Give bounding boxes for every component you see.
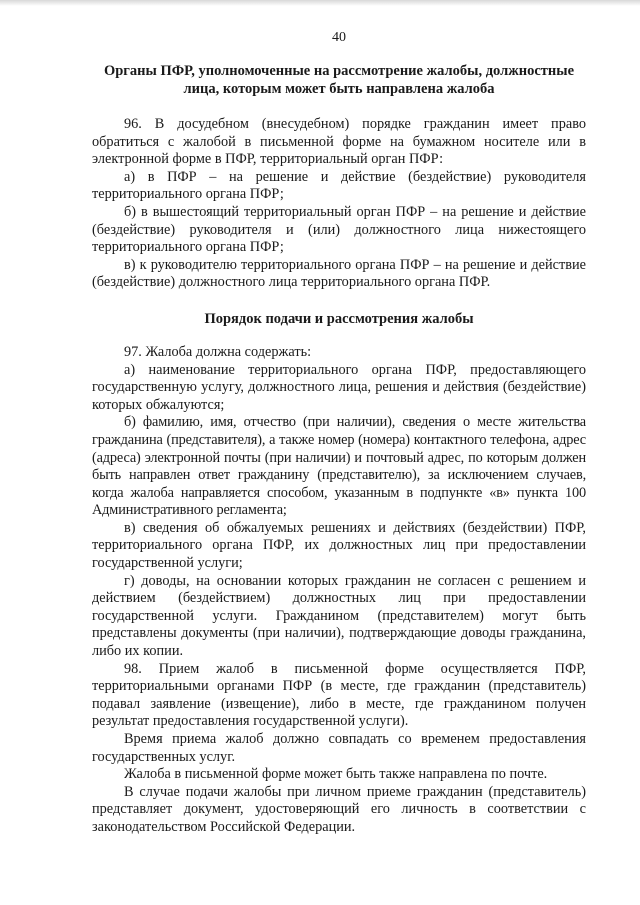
paragraph-97-a: а) наименование территориального органа ПФР, предоставляющего государственную услугу, должностного лица, решения и действия (бездействие) которых обжалуются; [92,361,586,413]
paragraph-96-a: а) в ПФР – на решение и действие (бездействие) руководителя территориального органа ПФР; [92,168,586,203]
paragraph-98-time: Время приема жалоб должно совпадать со временем предоставления государственных услуг. [92,731,586,765]
page-number: 40 [332,30,346,45]
paragraph-97-g: г) доводы, на основании которых гражданин не согласен с решением и действием (бездействием) должностных лиц при предоставлении государственной услуги. Гражданином (представителем) могут быть представлены документы (при наличии), подтверждающие доводы гражданина, либо их копии. [92,572,586,660]
paragraph-98: 98. Прием жалоб в письменной форме осуществляется ПФР, территориальными органами ПФР (в месте, где гражданин (представитель) подавал заявление (извещение), либо в месте, где гражданином получен результат предоставления государственной услуги). [92,660,586,730]
section-heading-complaint-procedure: Порядок подачи и рассмотрения жалобы [204,310,474,327]
paragraph-98-mail: Жалоба в письменной форме может быть также направлена по почте. [124,766,548,783]
paragraph-97-b: б) фамилию, имя, отчество (при наличии), сведения о месте жительства гражданина (представителя), а также номер (номера) контактного телефона, адрес (адреса) электронной почты (при наличии) и почтовый адрес, по которым должен быть направлен ответ гражданину (представителю), за исключением случаев, когда жалоба направляется способом, указанным в подпункте «в» пункта 100 Административного регламента; [92,414,586,519]
paragraph-96: 96. В досудебном (внесудебном) порядке гражданин имеет право обратиться с жалобой в письменной форме на бумажном носителе или в электронной форме в ПФР, территориальный орган ПФР: [92,116,586,168]
paragraph-96-v: в) к руководителю территориального органа ПФР – на решение и действие (бездействие) должностного лица территориального органа ПФР. [92,256,586,291]
paragraph-97: 97. Жалоба должна содержать: [124,343,312,360]
scan-edge [0,0,640,6]
paragraph-97-v: в) сведения об обжалуемых решениях и действиях (бездействии) ПФР, территориального органа ПФР, их должностных лиц при предоставлении государственной услуги; [92,519,586,572]
document-page [92,30,586,837]
section-heading-complaint-bodies: Органы ПФР, уполномоченные на рассмотрение жалобы, должностные лица, которым может быть направлена жалоба [103,63,575,97]
paragraph-98-personal: В случае подачи жалобы при личном приеме гражданин (представитель) представляет документ, удостоверяющий его личность в соответствии с законодательством Российской Федерации. [92,783,586,835]
paragraph-96-b: б) в вышестоящий территориальный орган ПФР – на решение и действие (бездействие) руководителя и (или) должностного лица нижестоящего территориального органа ПФР; [92,203,586,256]
